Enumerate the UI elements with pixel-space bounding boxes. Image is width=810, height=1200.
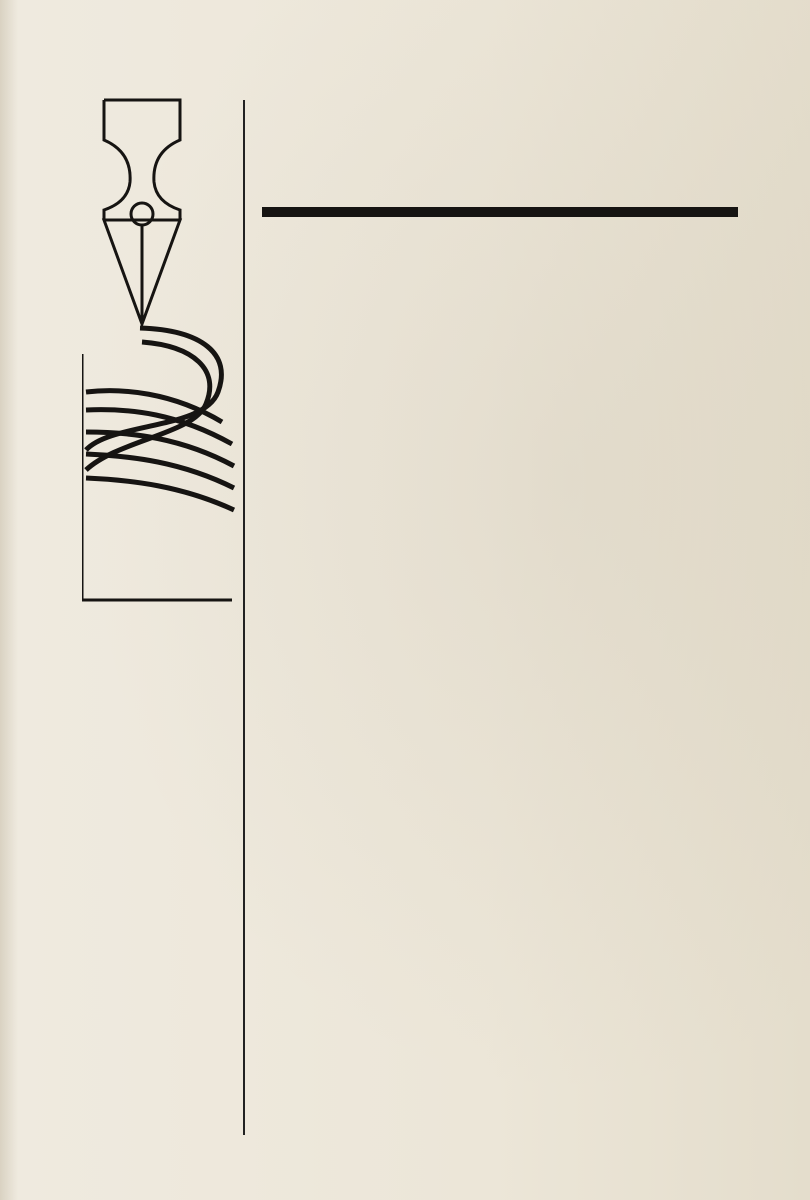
vertical-divider <box>243 100 245 1135</box>
pen-nib-logo <box>82 92 242 602</box>
title-underline <box>262 207 738 217</box>
